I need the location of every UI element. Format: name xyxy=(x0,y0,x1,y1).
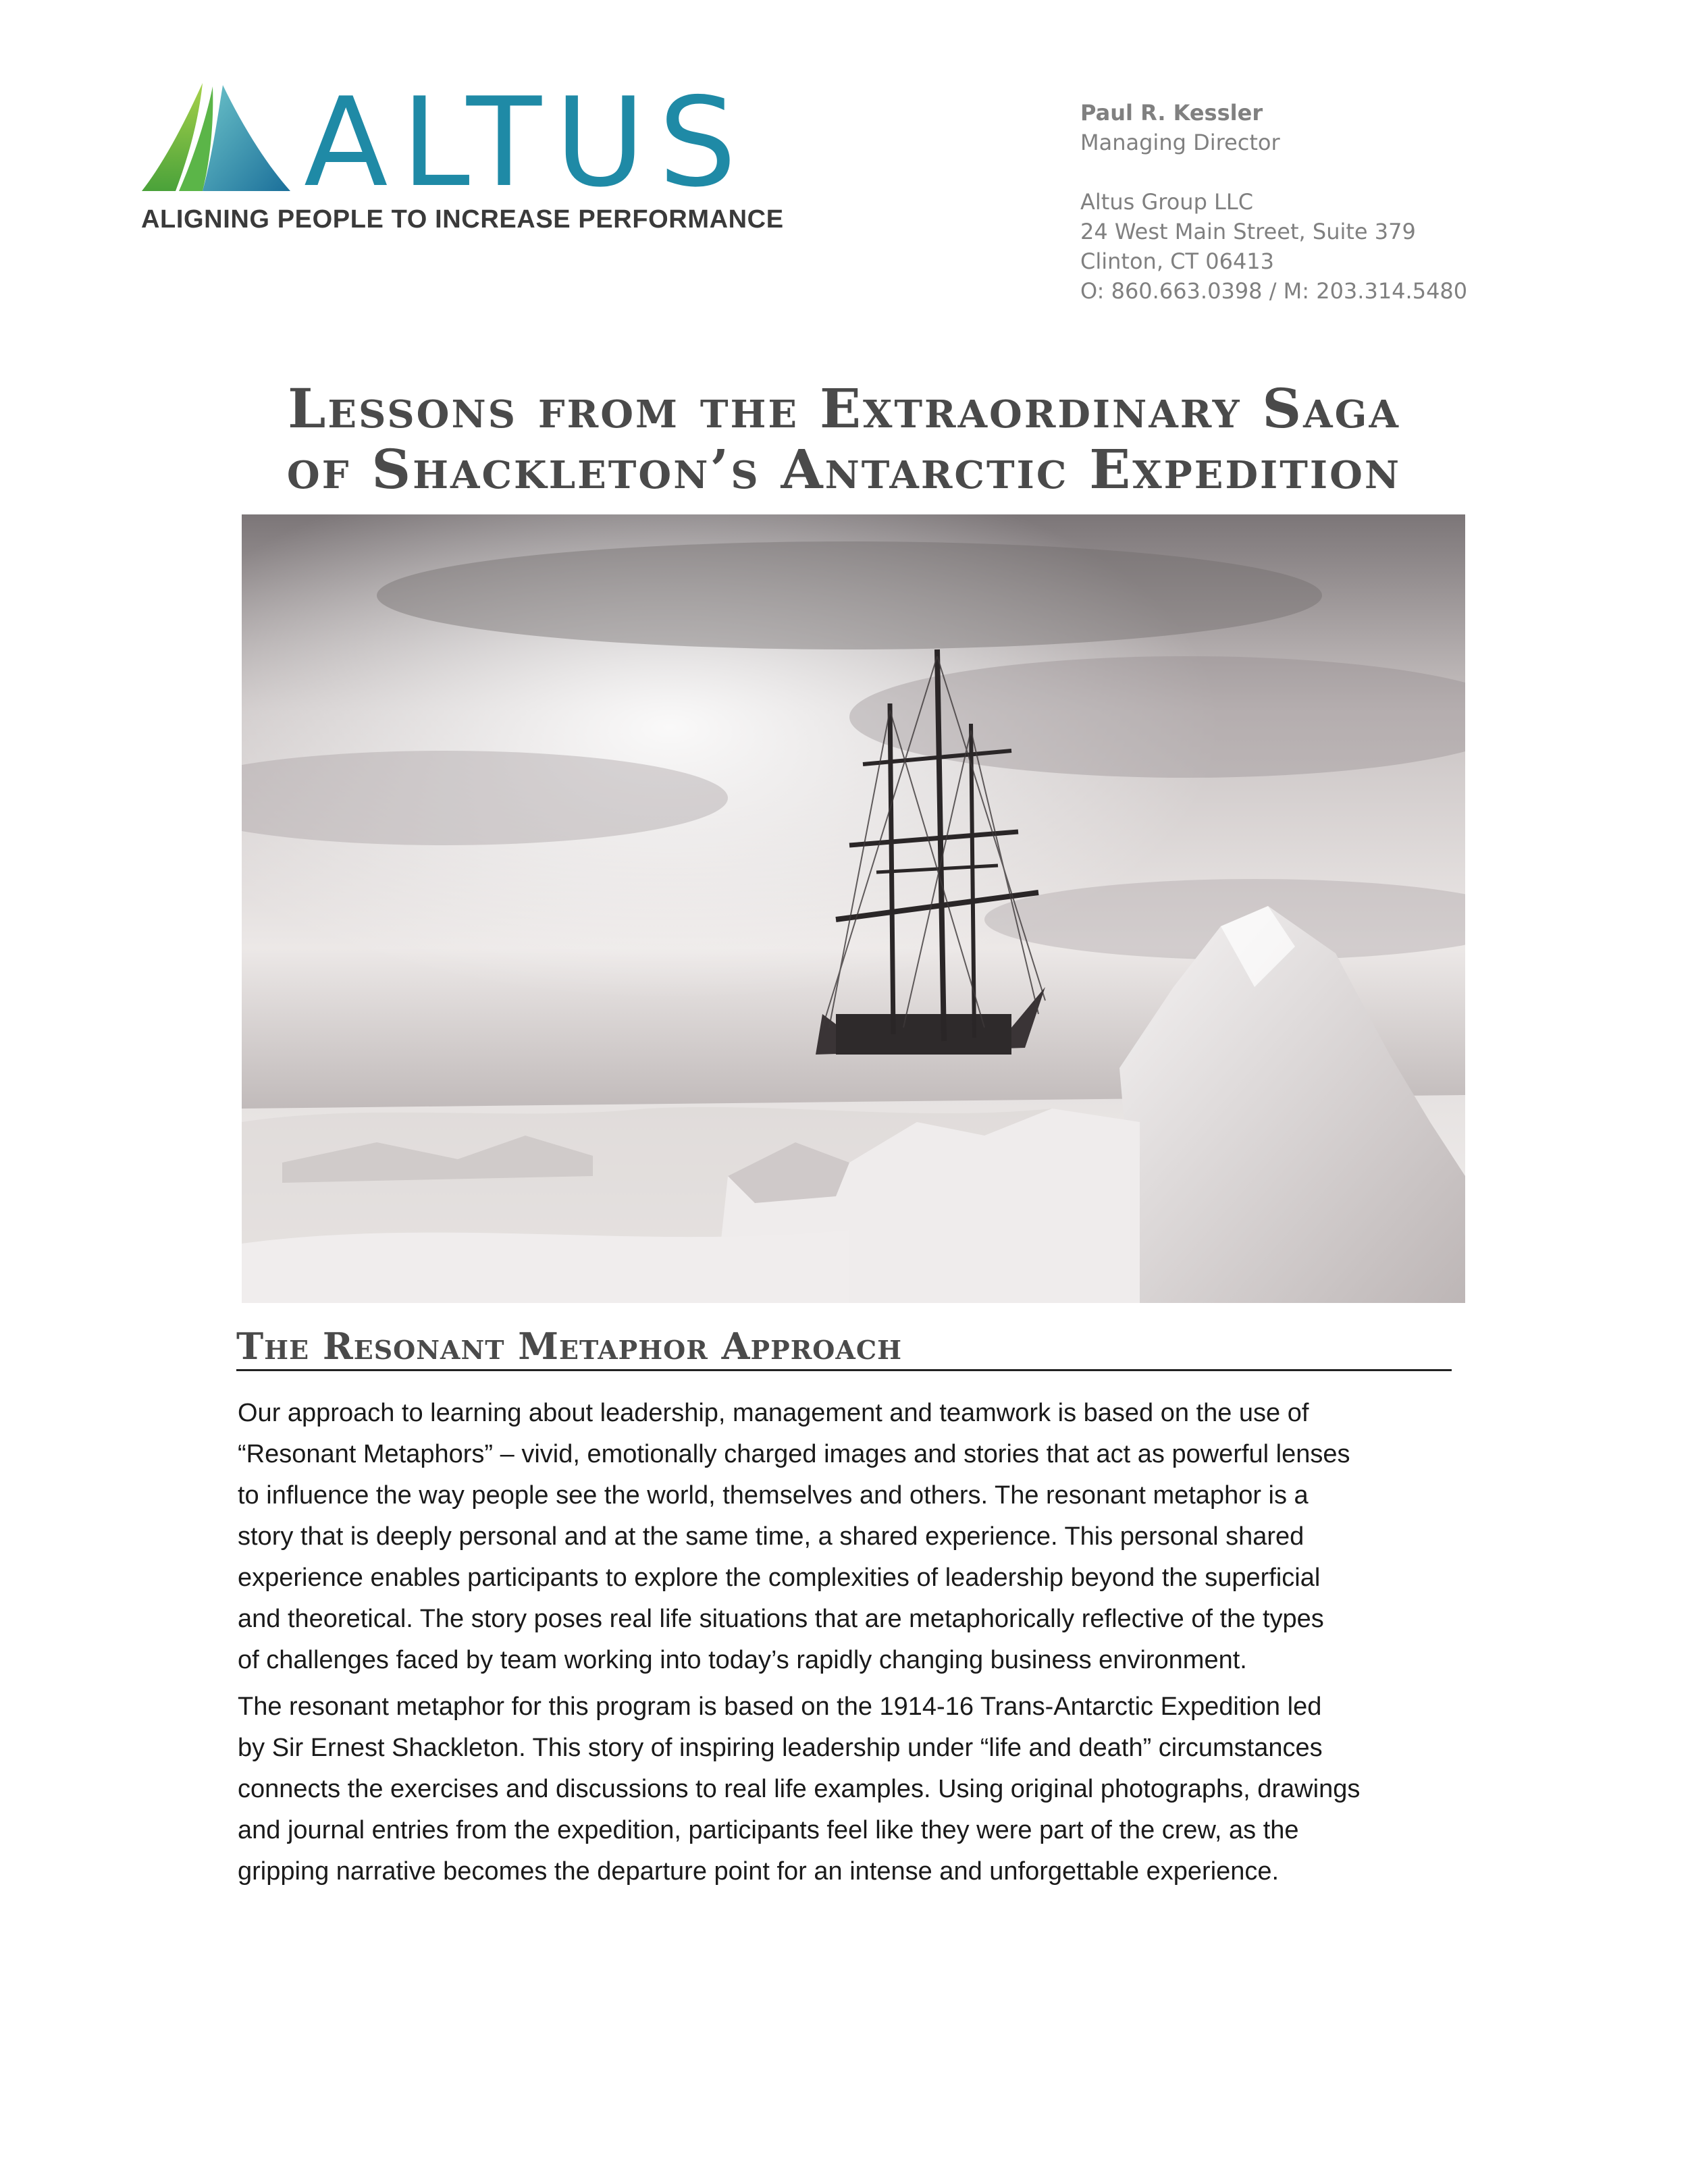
title-line-1: Lessons from the Extraordinary Saga xyxy=(288,377,1400,440)
paragraph-2 xyxy=(238,1686,1453,1892)
contact-street: 24 West Main Street, Suite 379 xyxy=(1080,219,1416,244)
paragraph-line: of challenges faced by team working into today’s rapidly changing business environment. xyxy=(238,1646,1247,1674)
logo-tagline: ALIGNING PEOPLE TO INCREASE PERFORMANCE xyxy=(141,205,784,234)
title-line-2: of Shackleton’s Antarctic Expedition xyxy=(286,437,1402,501)
ship-in-ice-illustration xyxy=(242,514,1465,1303)
paragraph-line: story that is deeply personal and at the same time, a shared experience. This personal shared xyxy=(238,1522,1304,1551)
paragraph-line: to influence the way people see the world, themselves and others. The resonant metaphor is a xyxy=(238,1481,1309,1510)
paragraph-line: experience enables participants to explore the complexities of leadership beyond the superficial xyxy=(238,1564,1321,1592)
contact-company: Altus Group LLC xyxy=(1080,189,1254,215)
paragraph-line: “Resonant Metaphors” – vivid, emotionally charged images and stories that act as powerful lenses xyxy=(238,1440,1350,1468)
paragraph-1 xyxy=(238,1393,1453,1681)
logo-wordmark: ALTUS xyxy=(304,71,750,214)
paragraph-line: and theoretical. The story poses real life situations that are metaphorically reflective of the types xyxy=(238,1605,1324,1633)
section-heading: The Resonant Metaphor Approach xyxy=(236,1325,1452,1371)
paragraph-line: gripping narrative becomes the departure point for an intense and unforgettable experience. xyxy=(238,1857,1280,1886)
contact-city: Clinton, CT 06413 xyxy=(1080,248,1275,274)
expedition-photo xyxy=(242,514,1465,1303)
paragraph-line: The resonant metaphor for this program is based on the 1914-16 Trans-Antarctic Expedition led xyxy=(238,1693,1322,1721)
page-title xyxy=(203,378,1485,500)
paragraph-line: connects the exercises and discussions to real life examples. Using original photographs, drawings xyxy=(238,1775,1361,1803)
contact-block xyxy=(1080,98,1467,306)
paragraph-line: and journal entries from the expedition, participants feel like they were part of the crew, as the xyxy=(238,1816,1299,1844)
paragraph-line: by Sir Ernest Shackleton. This story of inspiring leadership under “life and death” circumstances xyxy=(238,1734,1323,1762)
contact-role: Managing Director xyxy=(1080,130,1280,155)
altus-logo xyxy=(138,71,784,242)
paragraph-line: Our approach to learning about leadership, management and teamwork is based on the use of xyxy=(238,1399,1309,1427)
contact-name: Paul R. Kessler xyxy=(1080,100,1263,126)
contact-phone: O: 860.663.0398 / M: 203.314.5480 xyxy=(1080,278,1468,304)
sail-mountain-icon xyxy=(138,80,294,198)
section-body xyxy=(238,1393,1453,1898)
